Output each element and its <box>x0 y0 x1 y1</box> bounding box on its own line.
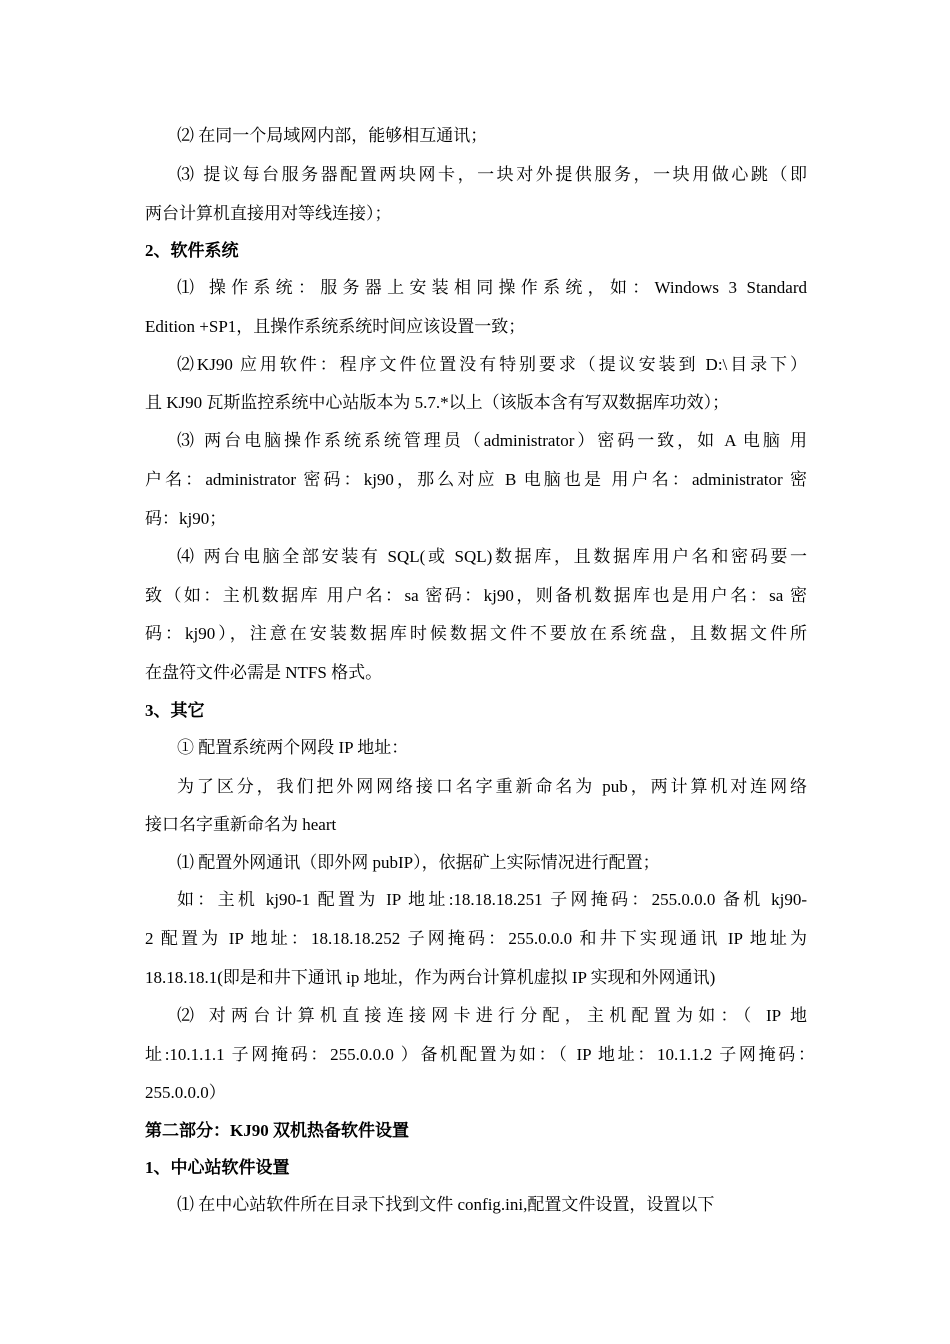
paragraph-line: 如：主机 kj90-1 配置为 IP 地址:18.18.18.251 子网掩码：255.0.0.0 备机 kj90- <box>177 890 807 909</box>
paragraph-line: ① 配置系统两个网段 IP 地址： <box>177 738 409 757</box>
paragraph-line: ⑵KJ90 应用软件：程序文件位置没有特别要求（提议安装到 D:\目录下） <box>177 355 807 374</box>
paragraph-line: 255.0.0.0） <box>145 1083 226 1102</box>
paragraph-line: 户名：administrator 密码：kj90，那么对应 B 电脑也是 用户名：administrator 密 <box>145 470 807 489</box>
paragraph-line: 2 配置为 IP 地址：18.18.18.252 子网掩码：255.0.0.0 和井下实现通讯 IP 地址为 <box>145 929 807 948</box>
section-heading: 2、软件系统 <box>145 241 239 260</box>
paragraph-line: ⑴ 在中心站软件所在目录下找到文件 config.ini,配置文件设置，设置以下 <box>177 1195 715 1214</box>
paragraph-line: ⑵ 在同一个局域网内部，能够相互通讯； <box>177 126 488 145</box>
section-heading: 3、其它 <box>145 701 205 720</box>
paragraph-line: ⑷ 两台电脑全部安装有 SQL(或 SQL)数据库，且数据库用户名和密码要一 <box>177 547 807 566</box>
paragraph-line: ⑴ 操作系统：服务器上安装相同操作系统，如：Windows 3 Standard <box>177 278 807 297</box>
paragraph-line: 码：kj90； <box>145 509 227 528</box>
paragraph-line: 码：kj90），注意在安装数据库时候数据文件不要放在系统盘，且数据文件所 <box>145 624 807 643</box>
paragraph-line: 接口名字重新命名为 heart <box>145 815 337 834</box>
paragraph-line: 两台计算机直接用对等线连接）； <box>145 204 392 223</box>
paragraph-line: 址:10.1.1.1 子网掩码：255.0.0.0 ）备机配置为如：（ IP 地址：10.1.1.2 子网掩码： <box>145 1045 815 1064</box>
paragraph-line: ⑵ 对两台计算机直接连接网卡进行分配，主机配置为如：（ IP 地 <box>177 1006 807 1025</box>
paragraph-line: ⑴ 配置外网通讯（即外网 pubIP），依据矿上实际情况进行配置； <box>177 853 660 872</box>
part-heading: 第二部分：KJ90 双机热备软件设置 <box>145 1121 409 1140</box>
paragraph-line: 致（如：主机数据库 用户名：sa 密码：kj90，则备机数据库也是用户名：sa 密 <box>145 586 807 605</box>
paragraph-line: 且 KJ90 瓦斯监控系统中心站版本为 5.7.*以上（该版本含有写双数据库功效）； <box>145 393 730 412</box>
paragraph-line: 18.18.18.1(即是和井下通讯 ip 地址，作为两台计算机虚拟 IP 实现和外网通讯) <box>145 968 716 987</box>
paragraph-line: 在盘符文件必需是 NTFS 格式。 <box>145 663 383 682</box>
paragraph-line: ⑶ 两台电脑操作系统系统管理员（administrator）密码一致，如 A 电脑 用 <box>177 431 807 450</box>
section-heading: 1、中心站软件设置 <box>145 1158 290 1177</box>
paragraph-line: ⑶ 提议每台服务器配置两块网卡，一块对外提供服务，一块用做心跳（即 <box>177 165 807 184</box>
paragraph-line: Edition +SP1，且操作系统系统时间应该设置一致； <box>145 317 526 336</box>
paragraph-line: 为了区分，我们把外网网络接口名字重新命名为 pub，两计算机对连网络 <box>177 777 807 796</box>
